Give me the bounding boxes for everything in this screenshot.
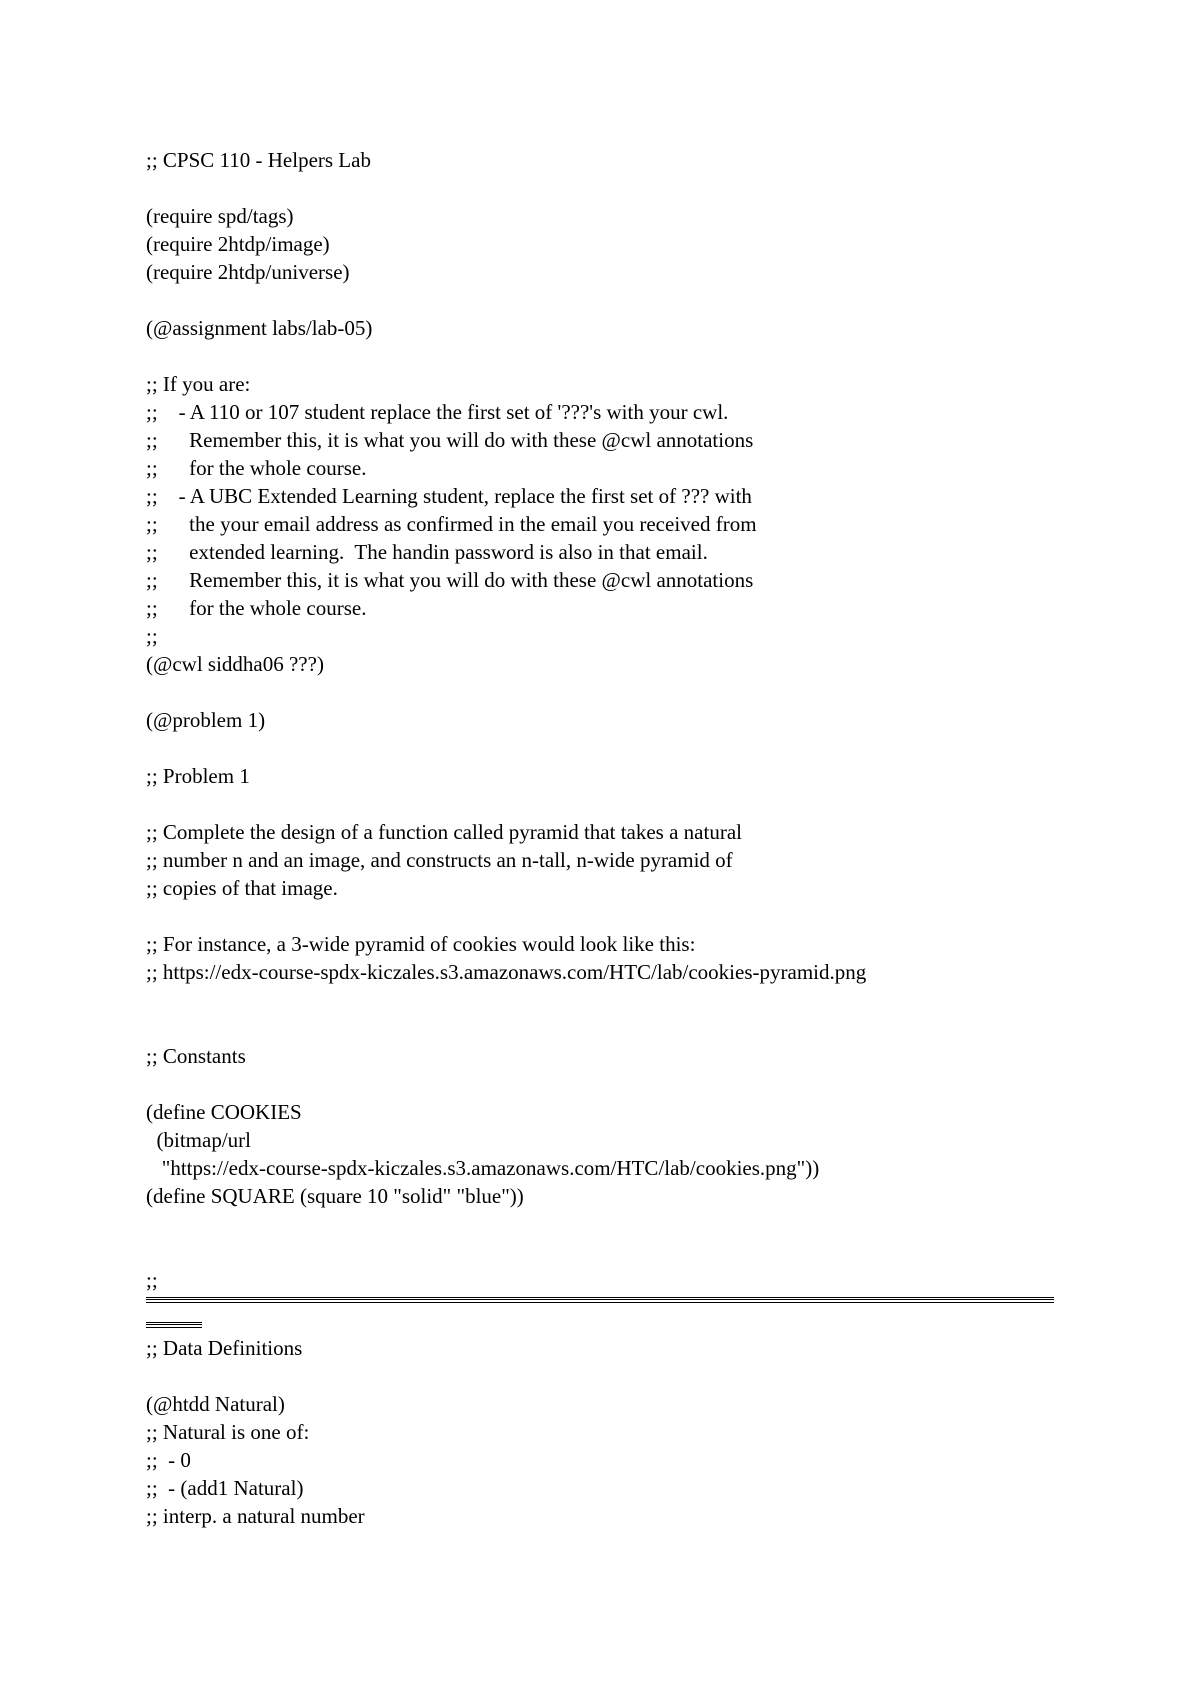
code-line: ;; number n and an image, and constructs an n-tall, n-wide pyramid of [146,848,733,872]
code-line [146,678,1066,706]
code-line: ;; - (add1 Natural) [146,1476,304,1500]
separator-rule [146,1294,1066,1334]
code-line: (define SQUARE (square 10 "solid" "blue")) [146,1184,524,1208]
code-line: ;; Complete the design of a function called pyramid that takes a natural [146,820,742,844]
code-line: (@htdd Natural) [146,1392,285,1416]
code-line: ;; https://edx-course-spdx-kiczales.s3.amazonaws.com/HTC/lab/cookies-pyramid.png [146,960,867,984]
code-line: ;; the your email address as confirmed in the email you received from [146,512,757,536]
code-line: (require 2htdp/universe) [146,260,350,284]
code-line [146,734,1066,762]
code-line: ;; interp. a natural number [146,1504,365,1528]
code-line: ;; for the whole course. [146,596,367,620]
code-line: ;; Problem 1 [146,764,250,788]
code-line: ;; If you are: [146,372,251,396]
code-line [146,1070,1066,1098]
code-line [146,902,1066,930]
code-line: ;; Data Definitions [146,1336,303,1360]
code-line [146,1362,1066,1390]
code-line: (bitmap/url [146,1128,251,1152]
code-line: ;; for the whole course. [146,456,367,480]
code-line [146,174,1066,202]
code-line: ;; Remember this, it is what you will do with these @cwl annotations [146,568,754,592]
code-line: ;; For instance, a 3-wide pyramid of cookies would look like this: [146,932,696,956]
code-line: (@cwl siddha06 ???) [146,652,324,676]
code-line: (@assignment labs/lab-05) [146,316,373,340]
code-line [146,1014,1066,1042]
code-line: ;; Remember this, it is what you will do with these @cwl annotations [146,428,754,452]
code-line [146,790,1066,818]
code-line [146,986,1066,1014]
code-line [146,1210,1066,1238]
separator-rule-long [146,1297,1054,1303]
code-lines-section [146,146,1066,1294]
code-line [146,1238,1066,1266]
code-line [146,286,1066,314]
code-line: (@problem 1) [146,708,266,732]
code-document [146,146,1066,1530]
code-line: ;; [146,1268,158,1292]
code-line: ;; - 0 [146,1448,191,1472]
code-line: ;; Natural is one of: [146,1420,310,1444]
code-line: (require spd/tags) [146,204,294,228]
code-line: ;; extended learning. The handin password is also in that email. [146,540,708,564]
code-line: ;; - A UBC Extended Learning student, replace the first set of ??? with [146,484,752,508]
code-line: (define COOKIES [146,1100,302,1124]
separator-rule-wrap [146,1322,202,1328]
code-line: ;; - A 110 or 107 student replace the first set of '???'s with your cwl. [146,400,729,424]
code-line: ;; Constants [146,1044,246,1068]
code-line: (require 2htdp/image) [146,232,330,256]
code-line: ;; copies of that image. [146,876,338,900]
code-line: ;; CPSC 110 - Helpers Lab [146,148,371,172]
data-definitions-section [146,1334,1066,1530]
code-line [146,342,1066,370]
code-line: "https://edx-course-spdx-kiczales.s3.amazonaws.com/HTC/lab/cookies.png")) [146,1156,820,1180]
code-line: ;; [146,624,158,648]
